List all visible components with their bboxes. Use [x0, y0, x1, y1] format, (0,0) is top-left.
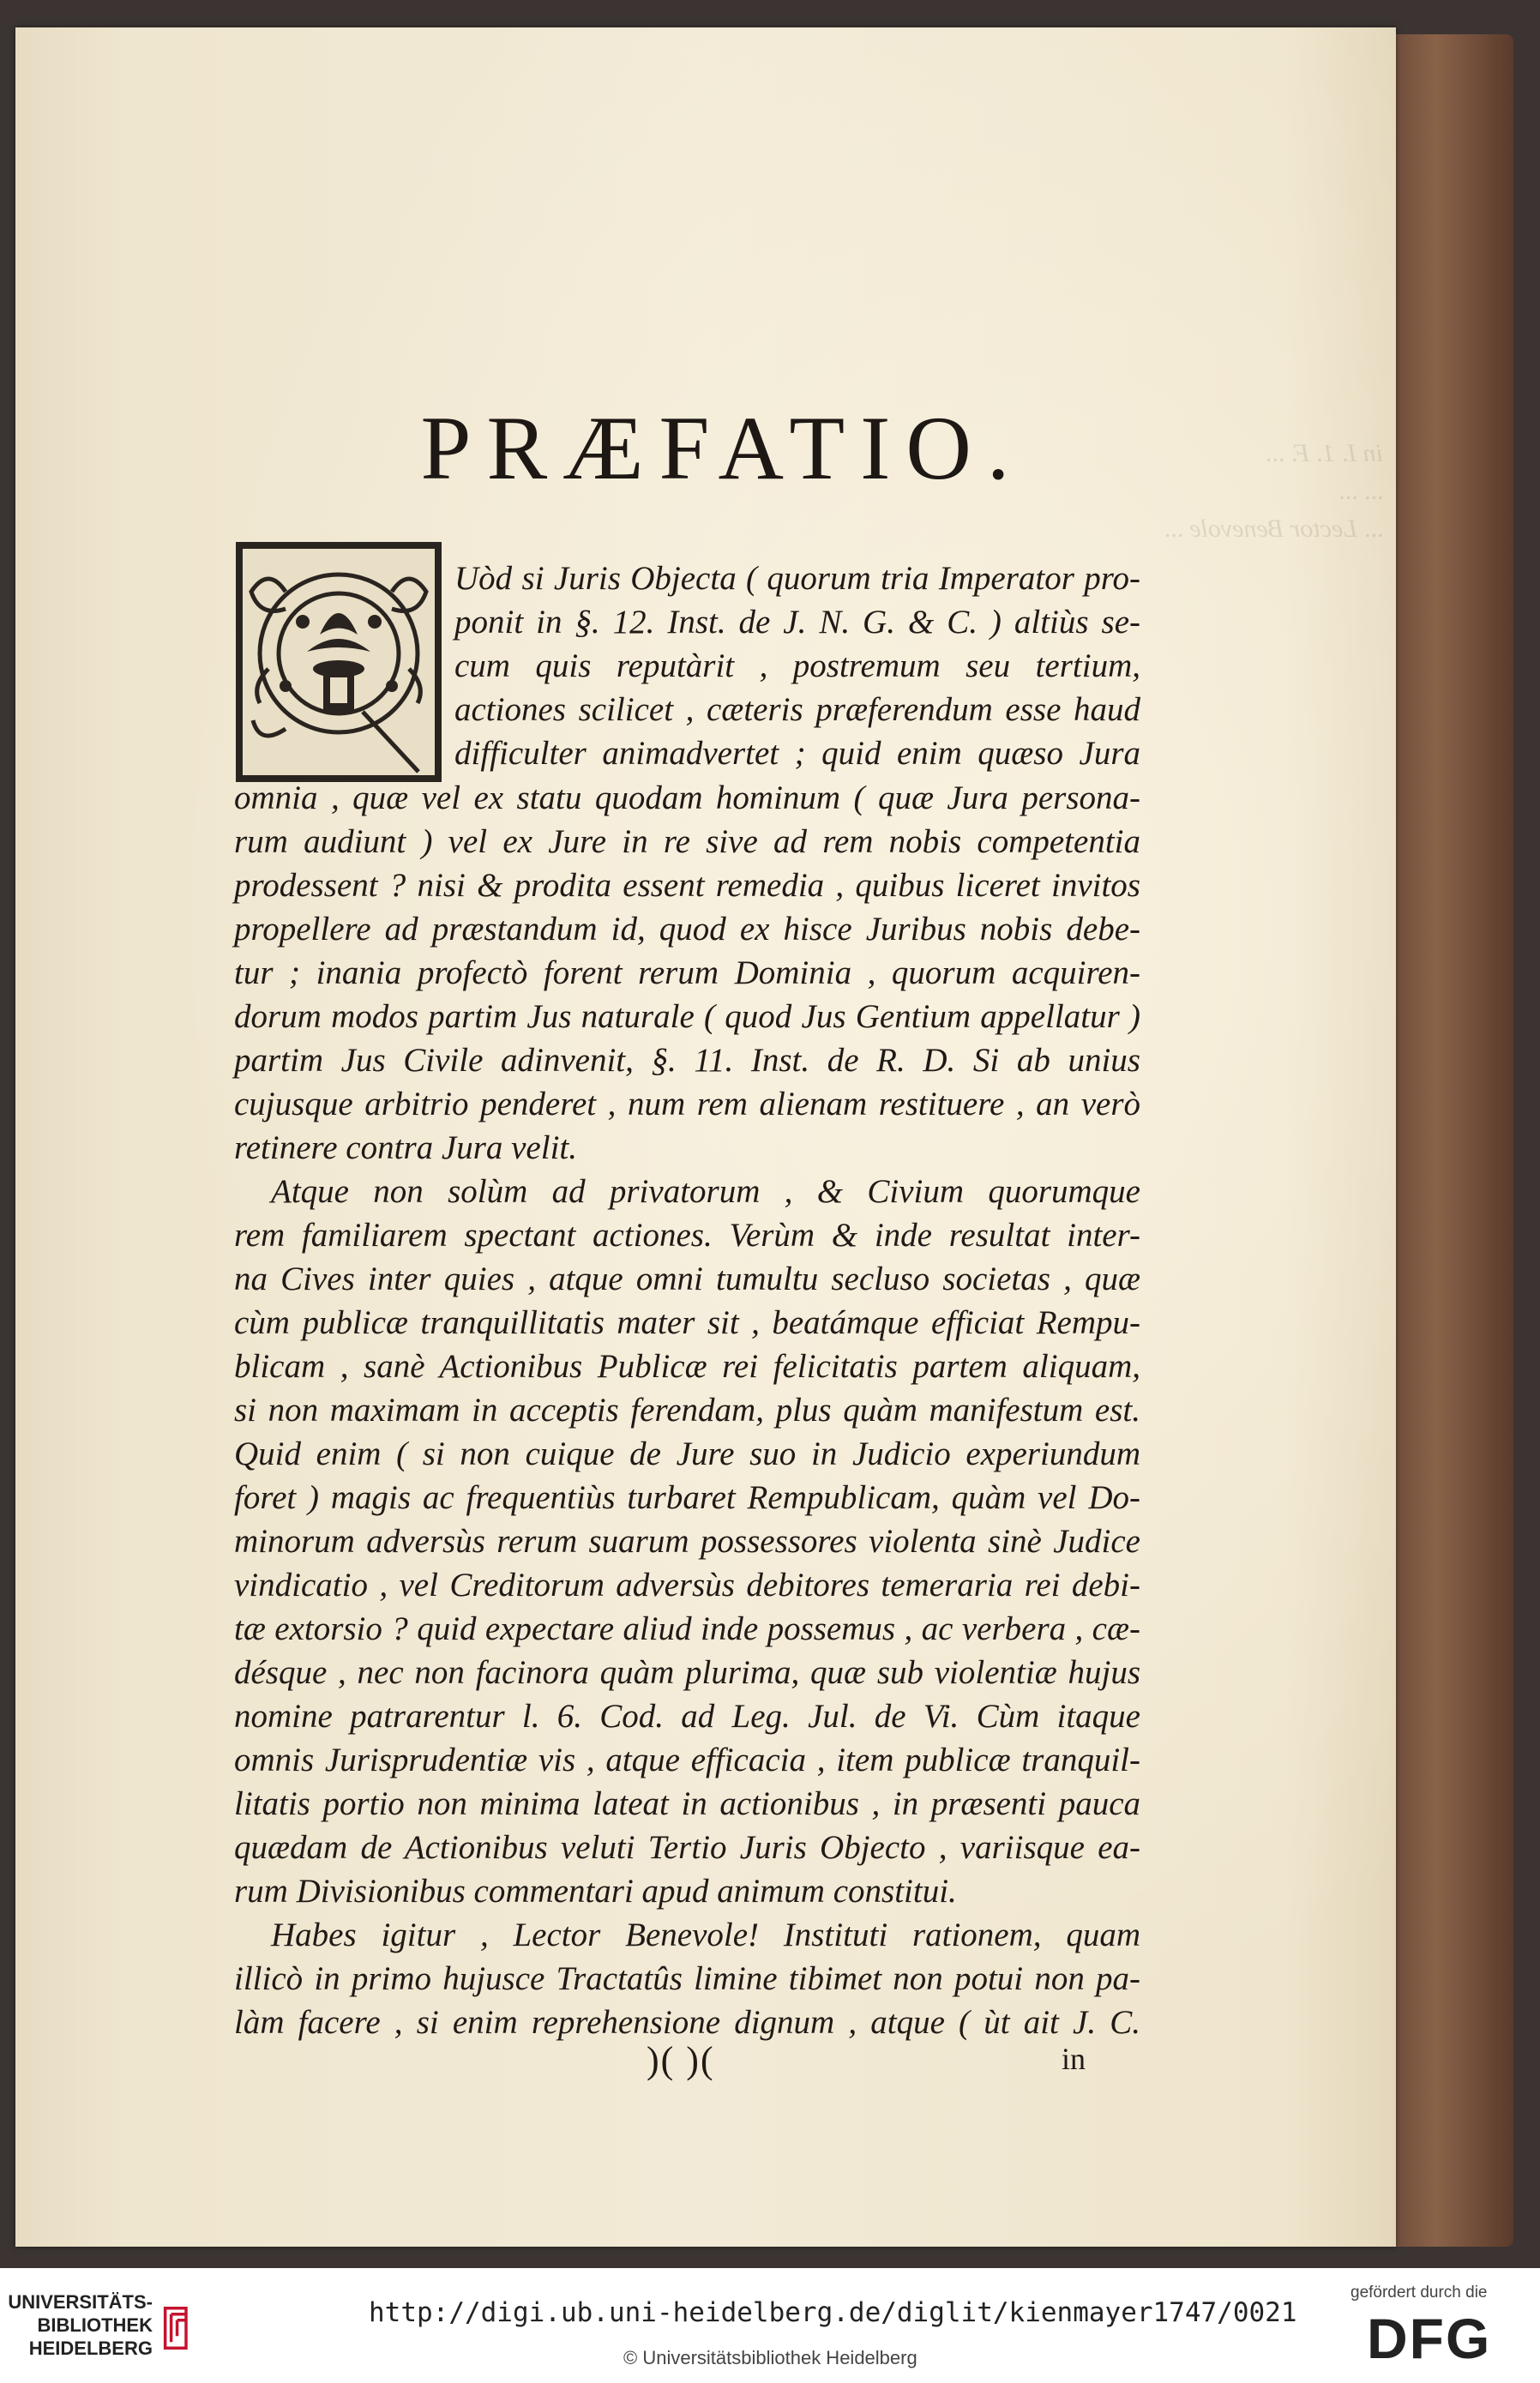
text-line: litatis portio non minima lateat in actionibus , in præsenti pauca	[234, 1785, 1140, 1822]
funding-note: gefördert durch die	[1351, 2284, 1488, 2302]
text-line: vindicatio , vel Creditorum adversùs debitores temeraria rei debi-	[234, 1567, 1140, 1604]
text-line: Uòd si Juris Objecta ( quorum tria Imperator pro-	[454, 560, 1140, 597]
text-line: Atque non solùm ad privatorum , & Civium quorumque	[271, 1173, 1140, 1210]
text-line: na Cives inter quies , atque omni tumultu secluso societas , quæ	[234, 1261, 1140, 1297]
copyright-notice: © Universitätsbibliothek Heidelberg	[623, 2347, 917, 2368]
text-line: rem familiarem spectant actiones. Verùm & inde resultat inter-	[234, 1217, 1140, 1254]
text-line: cum quis reputàrit , postremum seu tertium,	[454, 647, 1140, 684]
text-line: blicam , sanè Actionibus Publicæ rei felicitatis partem aliquam,	[234, 1348, 1140, 1385]
text-line: làm facere , si enim reprehensione dignum , atque ( ùt ait J. C.	[234, 2004, 1140, 2041]
text-line: partim Jus Civile adinvenit, §. 11. Inst. de R. D. Si ab unius	[234, 1042, 1140, 1079]
book-binding-edge	[1385, 34, 1513, 2247]
text-line: ponit in §. 12. Inst. de J. N. G. & C. ) altiùs se-	[454, 604, 1140, 641]
library-name-line: HEIDELBERG	[28, 2338, 153, 2359]
text-line: cùm publicæ tranquillitatis mater sit , beatámque efficiat Rempu-	[234, 1304, 1140, 1341]
text-line: Quid enim ( si non cuique de Jure suo in Judicio experiundum	[234, 1435, 1140, 1472]
text-line: désque , nec non facinora quàm plurima, quæ sub violentiæ hujus	[234, 1654, 1140, 1691]
text-line: tæ extorsio ? quid expectare aliud inde possemus , ac verbera , cæ-	[234, 1610, 1140, 1647]
text-line: tur ; inania profectò forent rerum Dominia , quorum acquiren-	[234, 954, 1140, 991]
text-line: rum Divisionibus commentari apud animum constitui.	[234, 1873, 957, 1910]
text-line: illicò in primo hujusce Tractatûs limine tibimet non potui non pa-	[234, 1960, 1140, 1997]
library-name-line: UNIVERSITÄTS-	[8, 2291, 153, 2313]
library-logo-icon	[161, 2285, 211, 2371]
text-line: rum audiunt ) vel ex Jure in re sive ad rem nobis competentia	[234, 823, 1140, 860]
text-line: minorum adversùs rerum suarum possessores violenta sinè Judice	[234, 1523, 1140, 1560]
text-line: retinere contra Jura velit.	[234, 1129, 577, 1166]
text-line: foret ) magis ac frequentiùs turbaret Rempublicam, quàm vel Do-	[234, 1479, 1140, 1516]
signature-mark: )( )(	[647, 2039, 715, 2081]
text-line: dorum modos partim Jus naturale ( quod Jus Gentium appellatur )	[234, 998, 1140, 1035]
text-line: omnis Jurisprudentiæ vis , atque efficacia , item publicæ tranquil-	[234, 1742, 1140, 1778]
text-line: nomine patrarentur l. 6. Cod. ad Leg. Jul. de Vi. Cùm itaque	[234, 1698, 1140, 1735]
catchword: in	[1062, 2042, 1086, 2076]
text-line: prodessent ? nisi & prodita essent remedia , quibus liceret invitos	[234, 867, 1140, 904]
decorated-initial-q-icon	[234, 540, 443, 784]
text-line: quædam de Actionibus veluti Tertio Juris Objecto , variisque ea-	[234, 1829, 1140, 1866]
page-title: PRÆFATIO.	[420, 398, 1026, 498]
text-line: Habes igitur , Lector Benevole! Instituti rationem, quam	[271, 1917, 1140, 1953]
bleed-through-text: in I. 1. F. ... ... ... ... Lector Benevole ...	[1164, 439, 1383, 543]
library-name	[0, 2290, 153, 2360]
dfg-logo: DFG	[1367, 2307, 1492, 2370]
text-line: difficulter animadvertet ; quid enim quæso Jura	[454, 735, 1140, 772]
text-line: cujusque arbitrio penderet , num rem alienam restituere , an verò	[234, 1086, 1140, 1122]
text-line: omnia , quæ vel ex statu quodam hominum ( quæ Jura persona-	[234, 779, 1140, 816]
permalink-url[interactable]: http://digi.ub.uni-heidelberg.de/diglit/kienmayer1747/0021	[369, 2297, 1297, 2328]
library-name-line: BIBLIOTHEK	[37, 2314, 153, 2336]
book-page	[15, 27, 1396, 2247]
text-line: propellere ad præstandum id, quod ex hisce Juribus nobis debe-	[234, 911, 1140, 948]
text-line: actiones scilicet , cæteris præferendum esse haud	[454, 691, 1140, 728]
viewer-footer	[0, 2268, 1540, 2383]
text-line: si non maximam in acceptis ferendam, plus quàm manifestum est.	[234, 1392, 1140, 1429]
